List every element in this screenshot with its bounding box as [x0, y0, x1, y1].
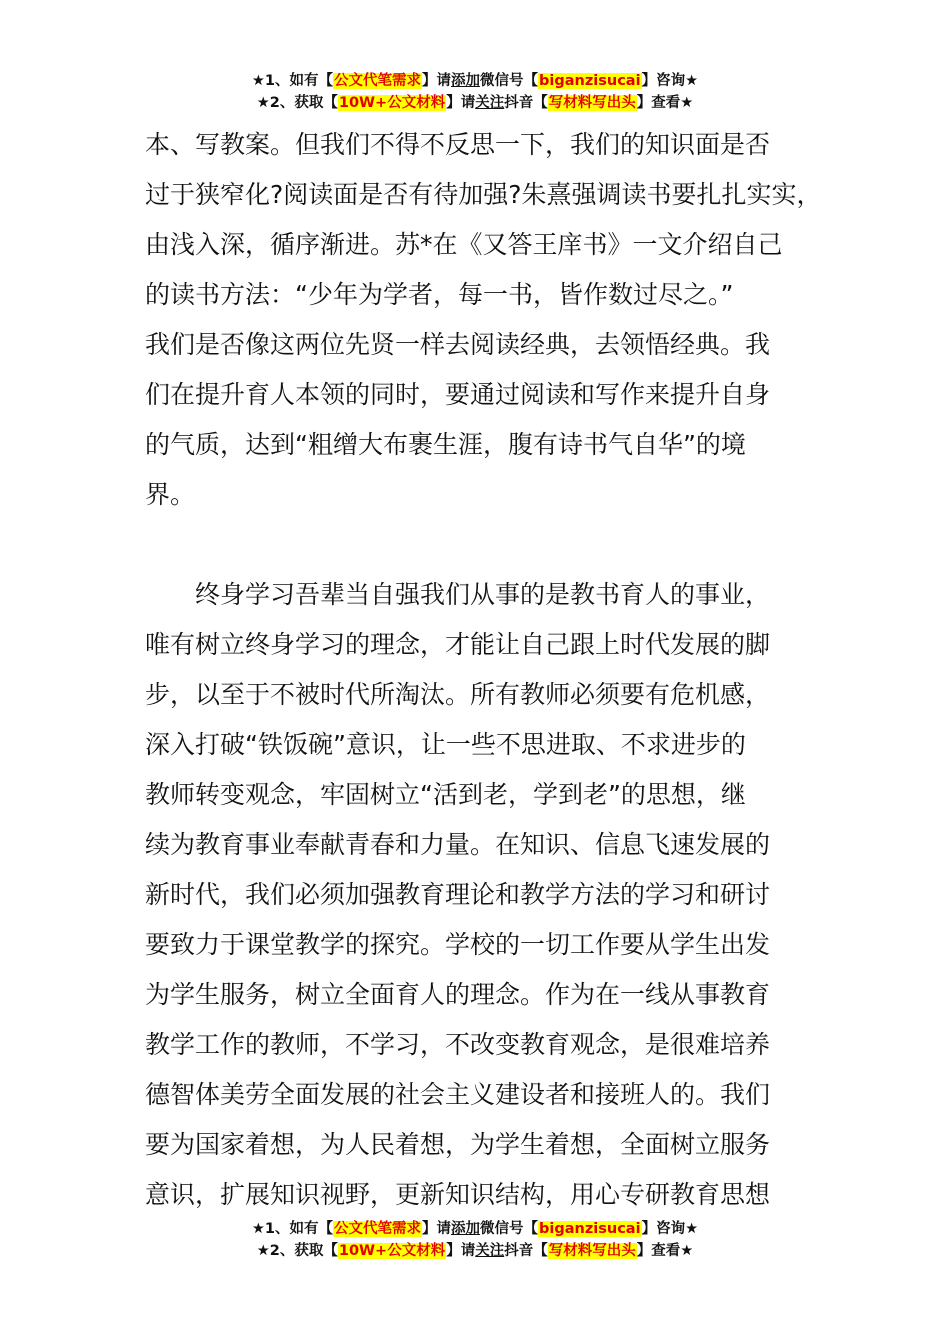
- body-text: [145, 120, 825, 1220]
- banner-line-2: ★2、获取【10W+公文材料】请关注抖音【写材料写出头】查看★: [256, 1243, 694, 1259]
- banner-line-2: ★2、获取【10W+公文材料】请关注抖音【写材料写出头】查看★: [256, 95, 694, 111]
- text-line: 要为国家着想，为人民着想，为学生着想，全面树立服务: [145, 1130, 771, 1159]
- highlight-douyin: 写材料写出头: [548, 1243, 636, 1259]
- highlight-service: 公文代笔需求: [334, 1221, 422, 1237]
- highlight-service: 公文代笔需求: [334, 73, 422, 89]
- highlight-wechat-id: biganzisucai: [539, 73, 641, 89]
- text-line: 界。: [145, 480, 196, 509]
- text-line: 德智体美劳全面发展的社会主义建设者和接班人的。我们: [145, 1080, 771, 1109]
- header-banner: [0, 70, 950, 114]
- footer-banner: [0, 1218, 950, 1262]
- text-line: 意识，扩展知识视野，更新知识结构，用心专研教育思想: [145, 1180, 771, 1209]
- highlight-materials: 10W+公文材料: [338, 1243, 446, 1259]
- text-line: 新时代，我们必须加强教育理论和教学方法的学习和研讨: [145, 880, 771, 909]
- paragraph-2: [145, 570, 825, 1220]
- text-line: 的气质，达到“粗缯大布裹生涯，腹有诗书气自华”的境: [145, 430, 746, 459]
- paragraph-1: [145, 120, 825, 520]
- text-line: 步，以至于不被时代所淘汰。所有教师必须要有危机感，: [145, 680, 771, 709]
- text-line: 为学生服务，树立全面育人的理念。作为在一线从事教育: [145, 980, 771, 1009]
- text-line: 由浅入深，循序渐进。苏*在《又答王庠书》一文介绍自己: [145, 230, 783, 259]
- text-line: 的读书方法：“少年为学者，每一书，皆作数过尽之。”: [145, 280, 734, 309]
- text-line: 教师转变观念，牢固树立“活到老，学到老”的思想，继: [145, 780, 746, 809]
- text-line: 教学工作的教师，不学习，不改变教育观念，是很难培养: [145, 1030, 771, 1059]
- banner-line-1: ★1、如有【公文代笔需求】请添加微信号【biganzisucai】咨询★: [251, 1221, 699, 1237]
- text-line: 终身学习吾辈当自强我们从事的是教书育人的事业，: [195, 580, 771, 609]
- text-line: 深入打破“铁饭碗”意识，让一些不思进取、不求进步的: [145, 730, 746, 759]
- text-line: 我们是否像这两位先贤一样去阅读经典，去领悟经典。我: [145, 330, 771, 359]
- text-line: 过于狭窄化?阅读面是否有待加强?朱熹强调读书要扎扎实实，: [145, 180, 822, 209]
- banner-line-1: ★1、如有【公文代笔需求】请添加微信号【biganzisucai】咨询★: [251, 73, 699, 89]
- text-line: 唯有树立终身学习的理念，才能让自己跟上时代发展的脚: [145, 630, 771, 659]
- paragraph-spacer: [145, 520, 825, 570]
- highlight-wechat-id: biganzisucai: [539, 1221, 641, 1237]
- text-line: 续为教育事业奉献青春和力量。在知识、信息飞速发展的: [145, 830, 771, 859]
- text-line: 本、写教案。但我们不得不反思一下，我们的知识面是否: [145, 130, 771, 159]
- highlight-materials: 10W+公文材料: [338, 95, 446, 111]
- text-line: 们在提升育人本领的同时，要通过阅读和写作来提升自身: [145, 380, 771, 409]
- text-line: 要致力于课堂教学的探究。学校的一切工作要从学生出发: [145, 930, 771, 959]
- highlight-douyin: 写材料写出头: [548, 95, 636, 111]
